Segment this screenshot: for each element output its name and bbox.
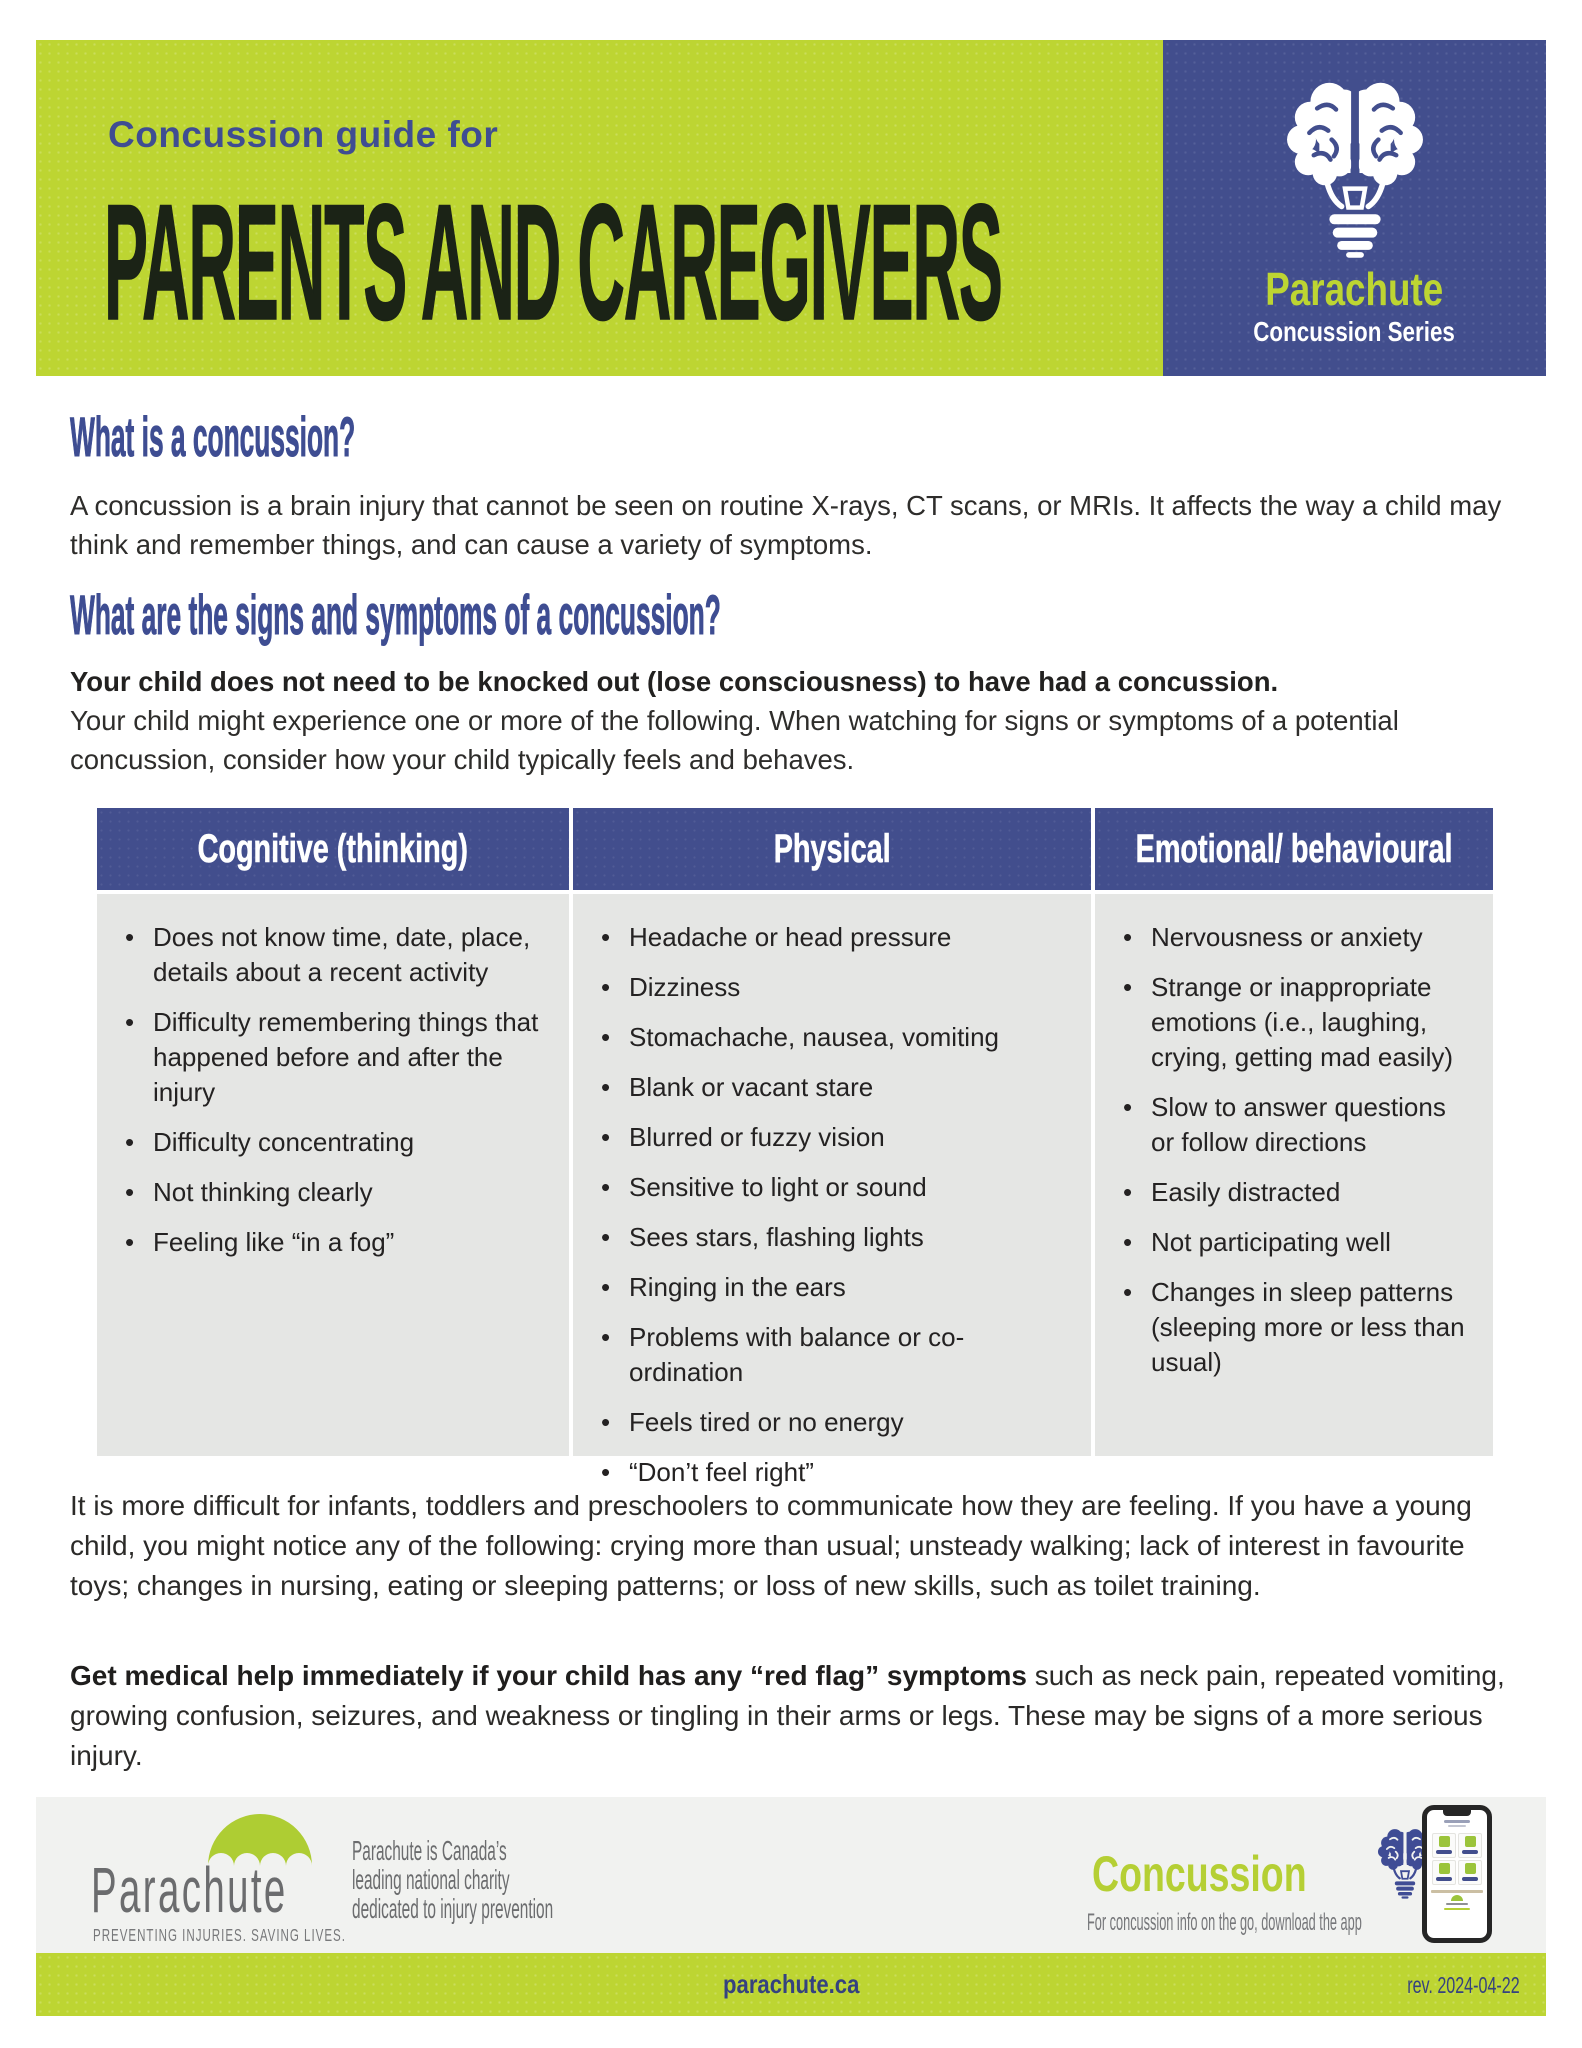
charity-line: leading national charity xyxy=(352,1864,510,1895)
physical-symptom-list xyxy=(573,894,1091,1487)
footer-band xyxy=(36,1797,1546,1953)
app-tile-hand xyxy=(1432,1833,1456,1858)
series-logo-box xyxy=(1163,40,1546,376)
symptom-item: • Ringing in the ears xyxy=(597,1270,1073,1305)
red-flag-bold: Get medical help immediately if your child has any “red flag” symptoms xyxy=(70,1660,1027,1691)
cognitive-symptom-list xyxy=(97,894,569,1456)
symptom-item: • Difficulty concentrating xyxy=(121,1125,551,1160)
table-header-physical: Physical xyxy=(573,808,1091,890)
app-tile-lightbulb xyxy=(1458,1833,1482,1858)
symptom-item: • Sees stars, flashing lights xyxy=(597,1220,1073,1255)
table-header-cognitive: Cognitive (thinking) xyxy=(97,808,569,890)
phone-app-logo xyxy=(1444,1820,1470,1827)
symptom-item: • Sensitive to light or sound xyxy=(597,1170,1073,1205)
symptom-table xyxy=(97,808,1495,1487)
charity-description xyxy=(352,1835,718,1922)
brain-lightbulb-icon xyxy=(1277,68,1433,258)
series-label: Concussion Series xyxy=(1253,316,1456,347)
column-physical xyxy=(573,808,1091,1487)
red-flag-paragraph xyxy=(70,1656,1516,1776)
phone-footer-logo xyxy=(1427,1895,1487,1910)
signs-lead-bold: Your child does not need to be knocked out (lose consciousness) to have had a concussion. xyxy=(70,666,1279,697)
revision-date: rev. 2024-04-22 xyxy=(1407,1972,1520,1998)
signs-lead-paragraph xyxy=(70,662,1516,779)
bottom-bar xyxy=(36,1953,1546,2016)
symptom-item: • Blurred or fuzzy vision xyxy=(597,1120,1073,1155)
symptom-item: • Dizziness xyxy=(597,970,1073,1005)
concussioned-text-left: Concussion xyxy=(1092,1846,1307,1902)
column-emotional xyxy=(1095,808,1493,1456)
symptom-item: • Stomachache, nausea, vomiting xyxy=(597,1020,1073,1055)
symptom-item: • Nervousness or anxiety xyxy=(1119,920,1475,955)
signs-lead-rest: Your child might experience one or more of the following. When watching for signs or symptoms of a potential concussion, consider how your child typically feels and behaves. xyxy=(70,705,1399,775)
symptom-item: • Headache or head pressure xyxy=(597,920,1073,955)
symptom-item: • Not participating well xyxy=(1119,1225,1475,1260)
symptom-item: • Strange or inappropriate emotions (i.e., laughing, crying, getting mad easily) xyxy=(1119,970,1475,1075)
symptom-item: • Does not know time, date, place, details about a recent activity xyxy=(121,920,551,990)
parachute-wordmark: Parachute xyxy=(91,1854,288,1926)
section-heading-signs: What are the signs and symptoms of a concussion? xyxy=(70,583,721,646)
emotional-symptom-list xyxy=(1095,894,1493,1456)
app-tile-grid xyxy=(1427,1831,1487,1887)
app-tile-bed xyxy=(1432,1860,1456,1885)
section-heading-what-is: What is a concussion? xyxy=(70,405,356,468)
symptom-item: • Changes in sleep patterns (sleeping more or less than usual) xyxy=(1119,1275,1475,1380)
symptom-item: • Easily distracted xyxy=(1119,1175,1475,1210)
phone-notch xyxy=(1443,1810,1471,1816)
symptom-item: • Not thinking clearly xyxy=(121,1175,551,1210)
header-kicker: Concussion guide for xyxy=(108,114,499,155)
symptom-item: • Problems with balance or co-ordination xyxy=(597,1320,1073,1390)
table-header-emotional: Emotional/ behavioural xyxy=(1095,808,1493,890)
series-brand: Parachute xyxy=(1265,263,1444,315)
symptom-item: • Feels tired or no energy xyxy=(597,1405,1073,1440)
app-tagline: For concussion info on the go, download the app xyxy=(1087,1909,1362,1936)
parachute-tagline: PREVENTING INJURIES. SAVING LIVES. xyxy=(93,1925,346,1945)
charity-line: Parachute is Canada’s xyxy=(352,1835,507,1866)
charity-line: dedicated to injury prevention xyxy=(352,1893,554,1924)
infants-paragraph: It is more difficult for infants, toddlers and preschoolers to communicate how they are feeling. If you have a young child, you might notice any of the following: crying more than usual; unsteady walking; lack of interest in favourite toys; changes in nursing, eating or sleeping patterns; or loss of new skills, such as toilet training. xyxy=(70,1490,1472,1601)
what-is-paragraph: A concussion is a brain injury that cannot be seen on routine X-rays, CT scans, or MRIs. It affects the way a child may think and remember things, and can cause a variety of symptoms. xyxy=(70,490,1502,560)
phone-mockup xyxy=(1422,1805,1492,1943)
phone-divider xyxy=(1431,1890,1483,1893)
symptom-item: • Slow to answer questions or follow directions xyxy=(1119,1090,1475,1160)
symptom-item: • Feeling like “in a fog” xyxy=(121,1225,551,1260)
page-title: PARENTS AND CAREGIVERS xyxy=(104,170,1002,354)
app-tile-bag xyxy=(1458,1860,1482,1885)
header-band xyxy=(36,40,1546,376)
column-cognitive xyxy=(97,808,569,1456)
symptom-item: • Blank or vacant stare xyxy=(597,1070,1073,1105)
parachute-ca-link[interactable]: parachute.ca xyxy=(722,1969,860,1999)
symptom-item: • Difficulty remembering things that happened before and after the injury xyxy=(121,1005,551,1110)
symptom-item: • “Don’t feel right” xyxy=(597,1455,1073,1490)
red-flag-rest: such as neck pain, repeated vomiting, growing confusion, seizures, and weakness or tingling in their arms or legs. These may be signs of a more serious injury. xyxy=(70,1660,1505,1771)
